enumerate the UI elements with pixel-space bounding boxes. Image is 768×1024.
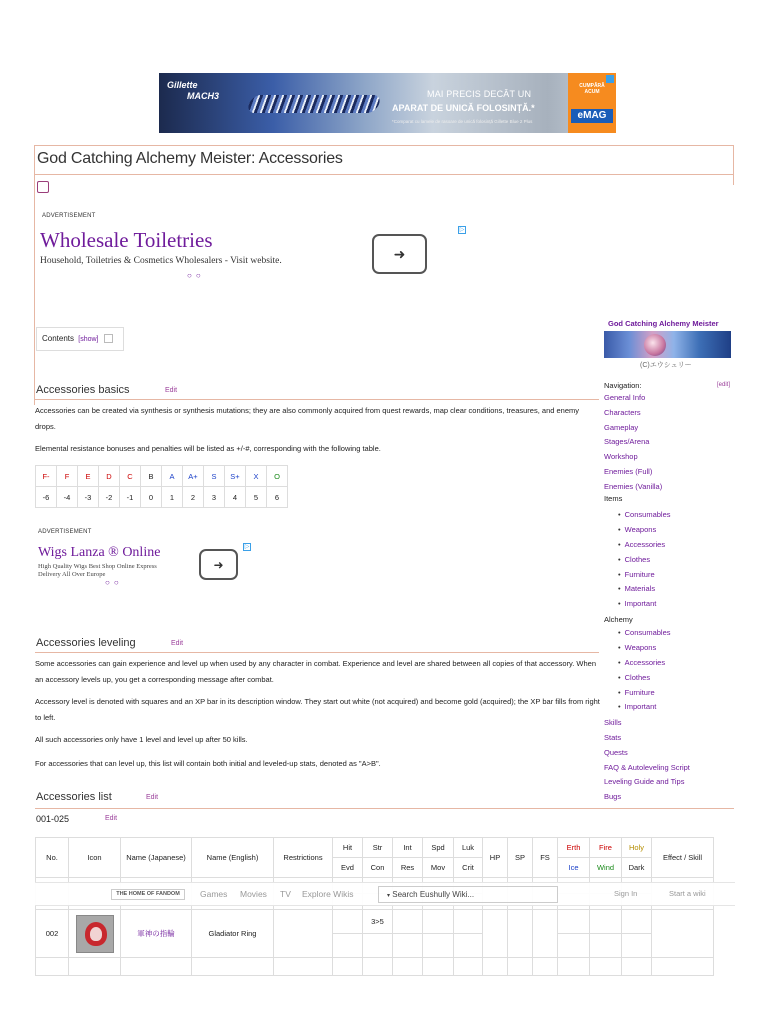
- col-header-name-jp: Name (Japanese): [121, 838, 192, 878]
- col-header-mov: Mov: [423, 858, 454, 878]
- col-header-evd: Evd: [333, 858, 363, 878]
- leveling-paragraph-4: For accessories that can level up, this list will contain both initial and leveled-up stats, denoted as "A>B".: [35, 759, 381, 768]
- sidebar-items-accessories[interactable]: • Accessories: [618, 540, 665, 549]
- frame-left-border: [34, 145, 35, 405]
- col-header-sp: SP: [508, 838, 533, 878]
- grade-cell: D: [99, 466, 120, 487]
- sidebar-link-leveling-guide-and-tips[interactable]: Leveling Guide and Tips: [604, 777, 685, 787]
- adchoices-icon[interactable]: [606, 75, 614, 83]
- sidebar-items-materials[interactable]: • Materials: [618, 584, 655, 593]
- grade-value-cell: 4: [225, 487, 246, 508]
- sidebar-items-consumables[interactable]: • Consumables: [618, 510, 671, 519]
- banner-headline-2: APARAT DE UNICĂ FOLOSINȚĂ.*: [392, 103, 535, 113]
- grade-value-cell: 3: [204, 487, 225, 508]
- grade-cell: X: [246, 466, 267, 487]
- ad-choice-icon[interactable]: ▷: [244, 544, 250, 550]
- sidebar-link-enemies-full[interactable]: Enemies (Full): [604, 467, 653, 476]
- sidebar-link-workshop[interactable]: Workshop: [604, 452, 638, 462]
- table-of-contents: [36, 327, 124, 351]
- grade-cell: A+: [183, 466, 204, 487]
- col-header-ice: Ice: [558, 858, 590, 878]
- col-header-restrictions: Restrictions: [274, 838, 333, 878]
- sidebar-link-stages-arena[interactable]: Stages/Arena: [604, 437, 650, 447]
- col-header-fire: Fire: [590, 838, 622, 858]
- sidebar-items-weapons[interactable]: • Weapons: [618, 525, 656, 534]
- col-header-crit: Crit: [454, 858, 483, 878]
- grade-value-cell: 2: [183, 487, 204, 508]
- sidebar-title[interactable]: God Catching Alchemy Meister: [608, 319, 719, 328]
- accessories-table: [35, 837, 714, 976]
- col-header-hp: HP: [483, 838, 508, 878]
- section-rule: [35, 808, 734, 809]
- gladiator-ring-icon: [76, 915, 114, 953]
- grade-cell: C: [120, 466, 141, 487]
- leveling-paragraph-1: Some accessories can gain experience and level up when used by any character in combat. Experience and level are shared between all copies of that accessory. When an accessory levels up, you get a corresponding message after combat.: [35, 659, 597, 684]
- sidebar-section-items: Items: [604, 494, 623, 504]
- nav-link-movies[interactable]: Movies: [240, 889, 267, 899]
- grade-value-cell: -4: [57, 487, 78, 508]
- col-header-con: Con: [363, 858, 393, 878]
- col-header-erth: Erth: [558, 838, 590, 858]
- section-edit-basics[interactable]: Edit: [165, 387, 178, 394]
- sidebar-section-alchemy: Alchemy: [604, 614, 633, 624]
- contents-label: Contents: [42, 334, 75, 343]
- sidebar-link-characters[interactable]: Characters: [604, 407, 641, 417]
- nav-link-explore[interactable]: Explore Wikis: [302, 889, 354, 899]
- grade-value-cell: -3: [78, 487, 99, 508]
- grade-cell: B: [141, 466, 162, 487]
- sidebar-nav-edit[interactable]: [edit]: [717, 382, 731, 388]
- sidebar-link-quests[interactable]: Quests: [604, 747, 628, 757]
- banner-cta-text: CUMPĂRĂ ACUM: [579, 83, 605, 95]
- sidebar-items-important[interactable]: • Important: [618, 599, 656, 608]
- grade-cell: S+: [225, 466, 246, 487]
- contents-checkbox[interactable]: [104, 334, 113, 343]
- contents-show-toggle[interactable]: [show]: [78, 336, 99, 343]
- sidebar-link-skills[interactable]: Skills: [604, 718, 622, 728]
- grade-value-cell: -6: [36, 487, 57, 508]
- col-header-no: No.: [36, 838, 69, 878]
- grade-cell: A: [162, 466, 183, 487]
- frame-right-border: [733, 145, 734, 185]
- nav-link-games[interactable]: Games: [200, 889, 228, 899]
- banner-ad[interactable]: [159, 73, 616, 133]
- sidebar-link-faq-autoleveling-script[interactable]: FAQ & Autoleveling Script: [604, 762, 690, 772]
- grade-value-cell: 1: [162, 487, 183, 508]
- grade-value-cell: -1: [120, 487, 141, 508]
- grade-value-cell: 5: [246, 487, 267, 508]
- grade-cell: F: [57, 466, 78, 487]
- edit-checkbox[interactable]: [37, 181, 49, 193]
- wiki-search-input[interactable]: [378, 886, 558, 903]
- grade-value-cell: 6: [267, 487, 288, 508]
- search-dropdown-icon[interactable]: ▾: [387, 893, 391, 899]
- col-header-fs: FS: [533, 838, 558, 878]
- section-rule: [35, 399, 599, 400]
- ad-arrow-button[interactable]: ➜: [372, 234, 427, 274]
- sidebar-link-stats[interactable]: Stats: [604, 732, 622, 742]
- ad-title-link[interactable]: Wigs Lanza ® Online: [38, 545, 161, 560]
- search-placeholder: Search Eushully Wiki...: [392, 890, 475, 899]
- sidebar-link-general-info[interactable]: General Info: [604, 393, 646, 402]
- col-header-hit: Hit: [333, 838, 363, 858]
- ad-description: Household, Toiletries & Cosmetics Wholesalers - Visit website.: [40, 256, 282, 266]
- banner-brand: Gillette: [167, 80, 198, 90]
- row-str-con: 3>5: [363, 910, 393, 934]
- sub-heading-range: 001-025: [36, 814, 70, 824]
- elemental-grade-table: [35, 465, 288, 508]
- sidebar-caption: (C)エウシュリー: [640, 362, 692, 369]
- col-header-effect: Effect / Skill: [652, 838, 714, 878]
- col-header-dark: Dark: [622, 858, 652, 878]
- ad-arrow-button[interactable]: ➜: [199, 549, 238, 580]
- nav-link-tv[interactable]: TV: [280, 889, 291, 899]
- sidebar-link-gameplay[interactable]: Gameplay: [604, 422, 639, 432]
- frame-top-border: [34, 145, 734, 146]
- banner-brand-model: MACH3: [187, 91, 220, 101]
- fandom-logo[interactable]: THE HOME OF FANDOM: [111, 889, 185, 900]
- col-header-int: Int: [393, 838, 423, 858]
- ad-pager-dots[interactable]: ○○: [187, 271, 205, 280]
- table-row: [36, 958, 714, 976]
- col-header-name-en: Name (English): [192, 838, 274, 878]
- section-edit-leveling[interactable]: Edit: [171, 640, 184, 647]
- sidebar-link-enemies-vanilla[interactable]: Enemies (Vanilla): [604, 481, 663, 491]
- section-heading-list: Accessories list: [36, 791, 112, 803]
- grade-cell: F-: [36, 466, 57, 487]
- sidebar-nav-label: Navigation:: [604, 381, 642, 390]
- title-divider: [34, 174, 733, 175]
- section-heading-leveling: Accessories leveling: [36, 637, 136, 649]
- wikia-global-nav: [35, 882, 735, 906]
- col-header-spd: Spd: [423, 838, 454, 858]
- col-header-res: Res: [393, 858, 423, 878]
- col-header-luk: Luk: [454, 838, 483, 858]
- leveling-paragraph-2: Accessory level is denoted with squares and an XP bar in its description window. They start out white (not acquired) and become gold (acquired); the XP bar fills from right to left.: [35, 697, 600, 722]
- ad-description: High Quality Wigs Best Shop Online Express Delivery All Over Europe: [38, 563, 157, 578]
- ad-label: ADVERTISEMENT: [42, 213, 96, 219]
- leveling-paragraph-3: All such accessories only have 1 level and level up after 50 kills.: [35, 735, 248, 744]
- razor-image: [246, 95, 383, 113]
- sidebar-alchemy-furniture[interactable]: • Furniture: [618, 688, 655, 697]
- col-header-wind: Wind: [590, 858, 622, 878]
- sidebar-alchemy-important[interactable]: • Important: [618, 702, 656, 711]
- row-name-jp[interactable]: 軍神の指輪: [121, 910, 192, 958]
- sub-section-edit[interactable]: Edit: [105, 815, 118, 822]
- basics-paragraph-1: Accessories can be created via synthesis or synthesis mutations; they are also commonly acquired from quest rewards, map clear conditions, treasures, and enemy drops.: [35, 406, 580, 431]
- col-header-icon: Icon: [69, 838, 121, 878]
- grade-value-cell: 0: [141, 487, 162, 508]
- sidebar-game-banner[interactable]: [604, 331, 731, 358]
- col-header-holy: Holy: [622, 838, 652, 858]
- sidebar-alchemy-clothes[interactable]: • Clothes: [618, 673, 650, 682]
- sidebar-alchemy-weapons[interactable]: • Weapons: [618, 643, 656, 652]
- section-heading-basics: Accessories basics: [36, 384, 130, 396]
- ad-pager-dots[interactable]: ○○: [105, 578, 123, 587]
- row-name-en: Gladiator Ring: [192, 910, 274, 958]
- banner-fine-print: *Comparat cu lamele de rasoare de unică folosință Gillette Blue 2 Plus: [392, 119, 533, 124]
- ad-choice-icon[interactable]: ▷: [459, 227, 465, 233]
- sign-in-link[interactable]: Sign In: [614, 889, 638, 898]
- grade-cell: S: [204, 466, 225, 487]
- grade-value-cell: -2: [99, 487, 120, 508]
- section-edit-list[interactable]: Edit: [146, 794, 159, 801]
- page-title: God Catching Alchemy Meister: Accessories: [37, 150, 343, 167]
- grade-cell: E: [78, 466, 99, 487]
- sidebar-items-furniture[interactable]: • Furniture: [618, 570, 655, 579]
- section-rule: [35, 652, 599, 653]
- banner-retailer-logo: eMAG: [571, 109, 613, 123]
- ad-label: ADVERTISEMENT: [38, 529, 92, 535]
- sidebar-link-bugs[interactable]: Bugs: [604, 792, 622, 802]
- table-row: [36, 910, 714, 934]
- sidebar-alchemy-accessories[interactable]: • Accessories: [618, 658, 665, 667]
- sidebar-items-clothes[interactable]: • Clothes: [618, 555, 650, 564]
- grade-cell: O: [267, 466, 288, 487]
- banner-headline-1: MAI PRECIS DECÂT UN: [427, 89, 532, 99]
- basics-paragraph-2: Elemental resistance bonuses and penalties will be listed as +/-#, corresponding with the following table.: [35, 444, 381, 453]
- col-header-str: Str: [363, 838, 393, 858]
- row-number: 002: [36, 910, 69, 958]
- sidebar-alchemy-consumables[interactable]: • Consumables: [618, 628, 671, 637]
- start-wiki-link[interactable]: Start a wiki: [669, 889, 706, 898]
- ad-title-link[interactable]: Wholesale Toiletries: [40, 228, 213, 252]
